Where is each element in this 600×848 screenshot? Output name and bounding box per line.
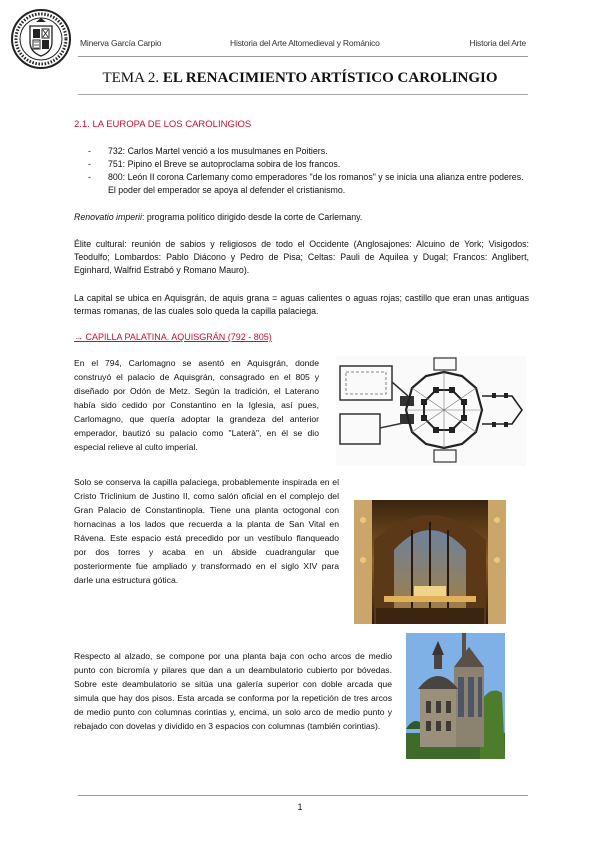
floor-plan-image [336,356,526,466]
header-subject: Historia del Arte [469,38,526,48]
page-number: 1 [297,802,303,812]
interior-photo [354,500,506,624]
title-main: EL RENACIMIENTO ARTÍSTICO CAROLINGIO [162,70,498,86]
subsection-heading: → CAPILLA PALATINA. AQUISGRÁN (792 - 805) [74,332,272,342]
bullet-item: - 751: Pipino el Breve se autoproclama sobira de los francos. [88,158,528,171]
paragraph-elevation: Respecto al alzado, se compone por una planta baja con ocho arcos de medio punto con bicromía y pilares que dan a un deambulatorio cubierto por bóvedas. Sobre este deambulatorio se sitúa una galería superior con doble arcada que simula que hay dos pisos. Esta arcada se conforma por la repetición de tres arcos de medio punto con columnas corintias y, encima, un solo arco de medio punto y rebajado con dovelas y dividido en 3 espacios con columnas (también corintias). [74,651,392,731]
header-divider [78,56,528,57]
renovatio-term: Renovatio imperii [74,212,142,222]
paragraph-history: En el 794, Carlomagno se asentó en Aquisgrán, donde construyó el palacio de Aquisgrán, consagrado en el 805 y diseñado por Odón de Metz. Según la tradición, el Laterano había sido cedido por Constantino en la Iglesia, así pues, Carlomagno, que quería adoptar la grandeza del anterior emperador, bautizó su palacio como "Laterà", en él se dio especial relieve al culto imperial. [74,358,319,452]
bullet-item: - 800: León II corona Carlemany como emperadores "de los romanos" y se inicia una alianza entre poderes. El poder del emperador se apoya al defender el cristianismo. [88,171,528,196]
bullet-item: - 732: Carlos Martel venció a los musulmanes en Poitiers. [88,145,528,158]
bullet-text: 751: Pipino el Breve se autoproclama sobira de los francos. [108,159,341,169]
bullet-text: 800: León II corona Carlemany como emperadores "de los romanos" y se inicia una alianza entre poderes. El poder del emperador se apoya al defender el cristianismo. [108,172,524,195]
renovatio-text: : programa político dirigido desde la corte de Carlemany. [141,212,363,222]
bullet-text: 732: Carlos Martel venció a los musulmanes en Poitiers. [108,146,328,156]
paragraph-description: Solo se conserva la capilla palaciega, probablemente inspirada en el Cristo Triclinium de Justino II, como salón oficial en el complejo del Gran Palacio de Constantinopla. Tiene una planta octogonal con hornacinas a los lados que recuerda a la planta de San Vital en Rávena. Este espacio está precedido por un vestíbulo flanqueado por dos torres y acaba en un ábside cuadrangular que posteriormente fue ampliado y transformado en el siglo XIV para darle una estructura gótica. [74,477,339,585]
page-title [0,70,600,87]
title-divider [78,94,528,95]
header-course: Historia del Arte Altomedieval y Románico [230,38,380,48]
elite-paragraph: Élite cultural: reunión de sabios y religiosos de todo el Occidente (Anglosajones: Alcuino de York; Visigodos: Teodulfo; Lombardos: Pablo Diácono y Pedro de Pisa; Celtas: Pauli de Aquilea y Dugal; Francos: Anglibert, Eginhard, Walfrid Estrabó y Romano Mauro). [74,239,529,275]
capital-paragraph: La capital se ubica en Aquisgrán, de aquis grana = aguas calientes o aguas rojas; castillo que eran unas antiguas termas romanas, de las cuales solo queda la capilla palaciega. [74,293,529,316]
renovatio-paragraph [74,211,529,224]
footer-divider [78,795,528,796]
section-heading: 2.1. LA EUROPA DE LOS CAROLINGIOS [74,119,252,130]
title-prefix: TEMA 2. [102,70,160,86]
exterior-photo [406,633,505,759]
university-seal-logo [10,8,72,70]
header-author: Minerva García Carpio [80,38,162,48]
